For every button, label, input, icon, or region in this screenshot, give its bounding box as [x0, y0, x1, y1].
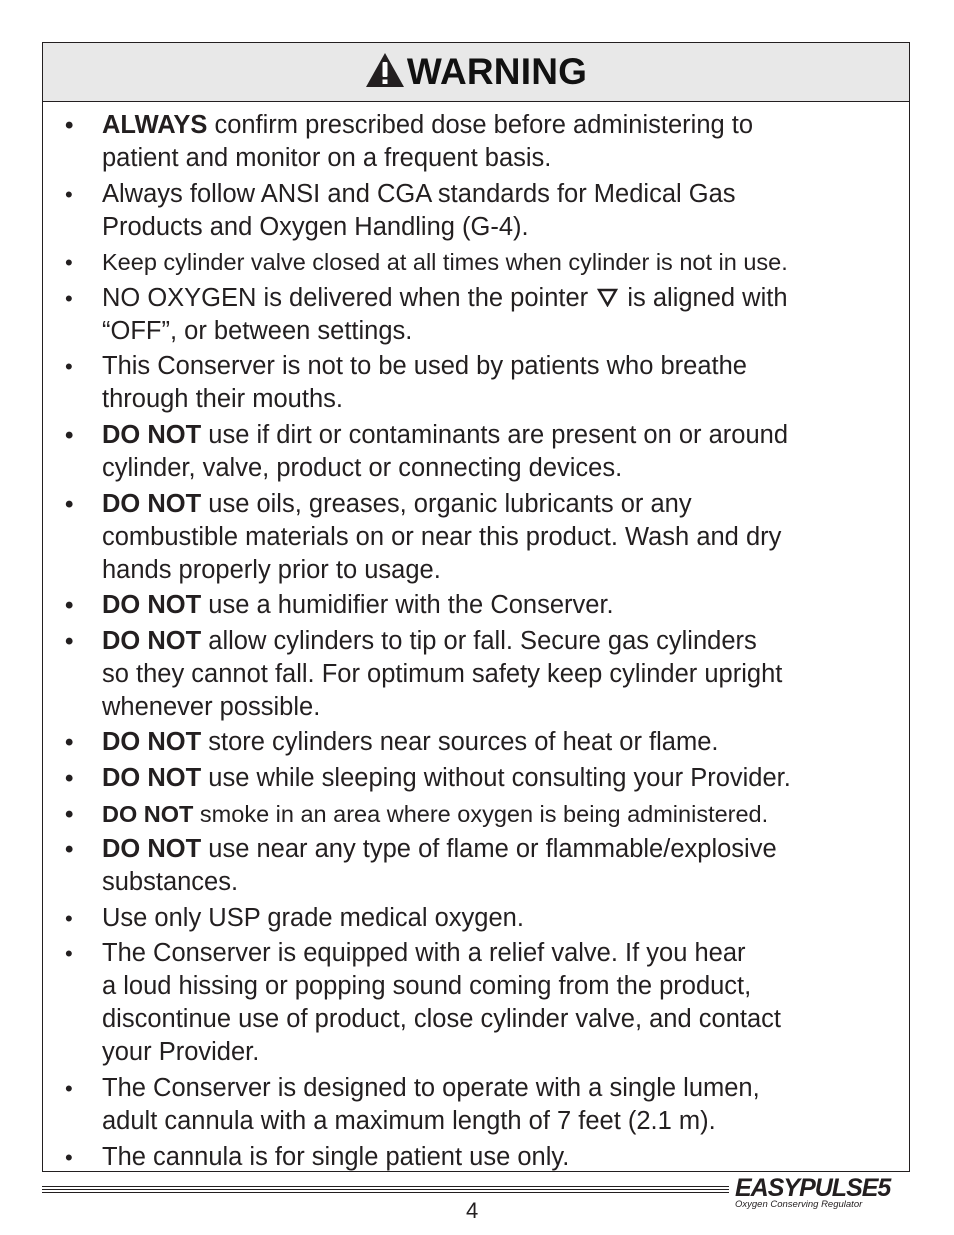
list-item: • DO NOT use while sleeping without consulting your Provider.: [43, 762, 909, 795]
list-item: • DO NOT allow cylinders to tip or fall. Secure gas cylinders so they cannot fall. For optimum safety keep cylinder upright whenever possible.: [65, 626, 783, 721]
bullet: •: [65, 181, 73, 207]
page-number: 4: [466, 1198, 479, 1223]
brand-subtitle: Oxygen Conserving Regulator: [735, 1199, 863, 1210]
warning-box: [42, 42, 910, 1172]
bullet: •: [65, 112, 74, 139]
bullet: •: [65, 800, 74, 828]
list-item: • Always follow ANSI and CGA standards for Medical Gas Products and Oxygen Handling (G-4).: [65, 179, 736, 241]
brand-name: EASYPULSE5: [735, 1174, 891, 1202]
warning-list: [43, 109, 909, 1176]
bullet: •: [65, 250, 73, 276]
list-item: • The Conserver is designed to operate with a single lumen, adult cannula with a maximum length of 7 feet (2.1 m).: [65, 1073, 760, 1135]
list-item: • The Conserver is equipped with a relief valve. If you hear a loud hissing or popping sound coming from the product, discontinue use of product, close cylinder valve, and contact your Provider.: [65, 939, 781, 1067]
bullet: •: [65, 1075, 73, 1101]
list-item: • DO NOT use near any type of flame or flammable/explosive substances.: [65, 835, 777, 897]
list-item: • The cannula is for single patient use only.: [43, 1141, 909, 1174]
bullet: •: [65, 354, 73, 380]
bullet: •: [65, 764, 74, 792]
list-item: • DO NOT use oils, greases, organic lubricants or any combustible materials on or near this product. Wash and dry hands properly prior to usage.: [65, 489, 782, 584]
bullet: •: [65, 729, 74, 757]
warning-header: [43, 43, 909, 102]
bullet: •: [65, 1144, 73, 1170]
bullet: •: [65, 941, 73, 967]
list-item: • Use only USP grade medical oxygen.: [43, 902, 909, 935]
warning-triangle-icon: [365, 52, 405, 88]
bullet: •: [65, 490, 74, 518]
bullet: •: [65, 836, 74, 864]
bullet: •: [65, 627, 74, 655]
list-item: • NO OXYGEN is delivered when the pointer is aligned with “OFF”, or between settings.: [65, 283, 788, 345]
brand-logo: [735, 1174, 905, 1210]
bullet: •: [65, 905, 73, 931]
list-item: • ALWAYS confirm prescribed dose before administering to patient and monitor on a frequent basis.: [65, 111, 754, 172]
list-item: • DO NOT smoke in an area where oxygen is being administered.: [43, 798, 909, 831]
list-item: • Keep cylinder valve closed at all times when cylinder is not in use.: [43, 246, 909, 279]
bullet: •: [65, 592, 74, 620]
list-item: • DO NOT use a humidifier with the Conserver.: [43, 589, 909, 622]
bullet: •: [65, 421, 74, 449]
footer-rules: [42, 1186, 729, 1195]
pointer-triangle-icon: [597, 288, 618, 307]
list-item: • DO NOT use if dirt or contaminants are present on or around cylinder, valve, product or connecting devices.: [65, 420, 789, 482]
warning-title: WARNING: [406, 51, 588, 92]
list-item: • DO NOT store cylinders near sources of heat or flame.: [43, 726, 909, 759]
bullet: •: [65, 285, 73, 311]
list-item: • This Conserver is not to be used by patients who breathe through their mouths.: [65, 352, 747, 414]
